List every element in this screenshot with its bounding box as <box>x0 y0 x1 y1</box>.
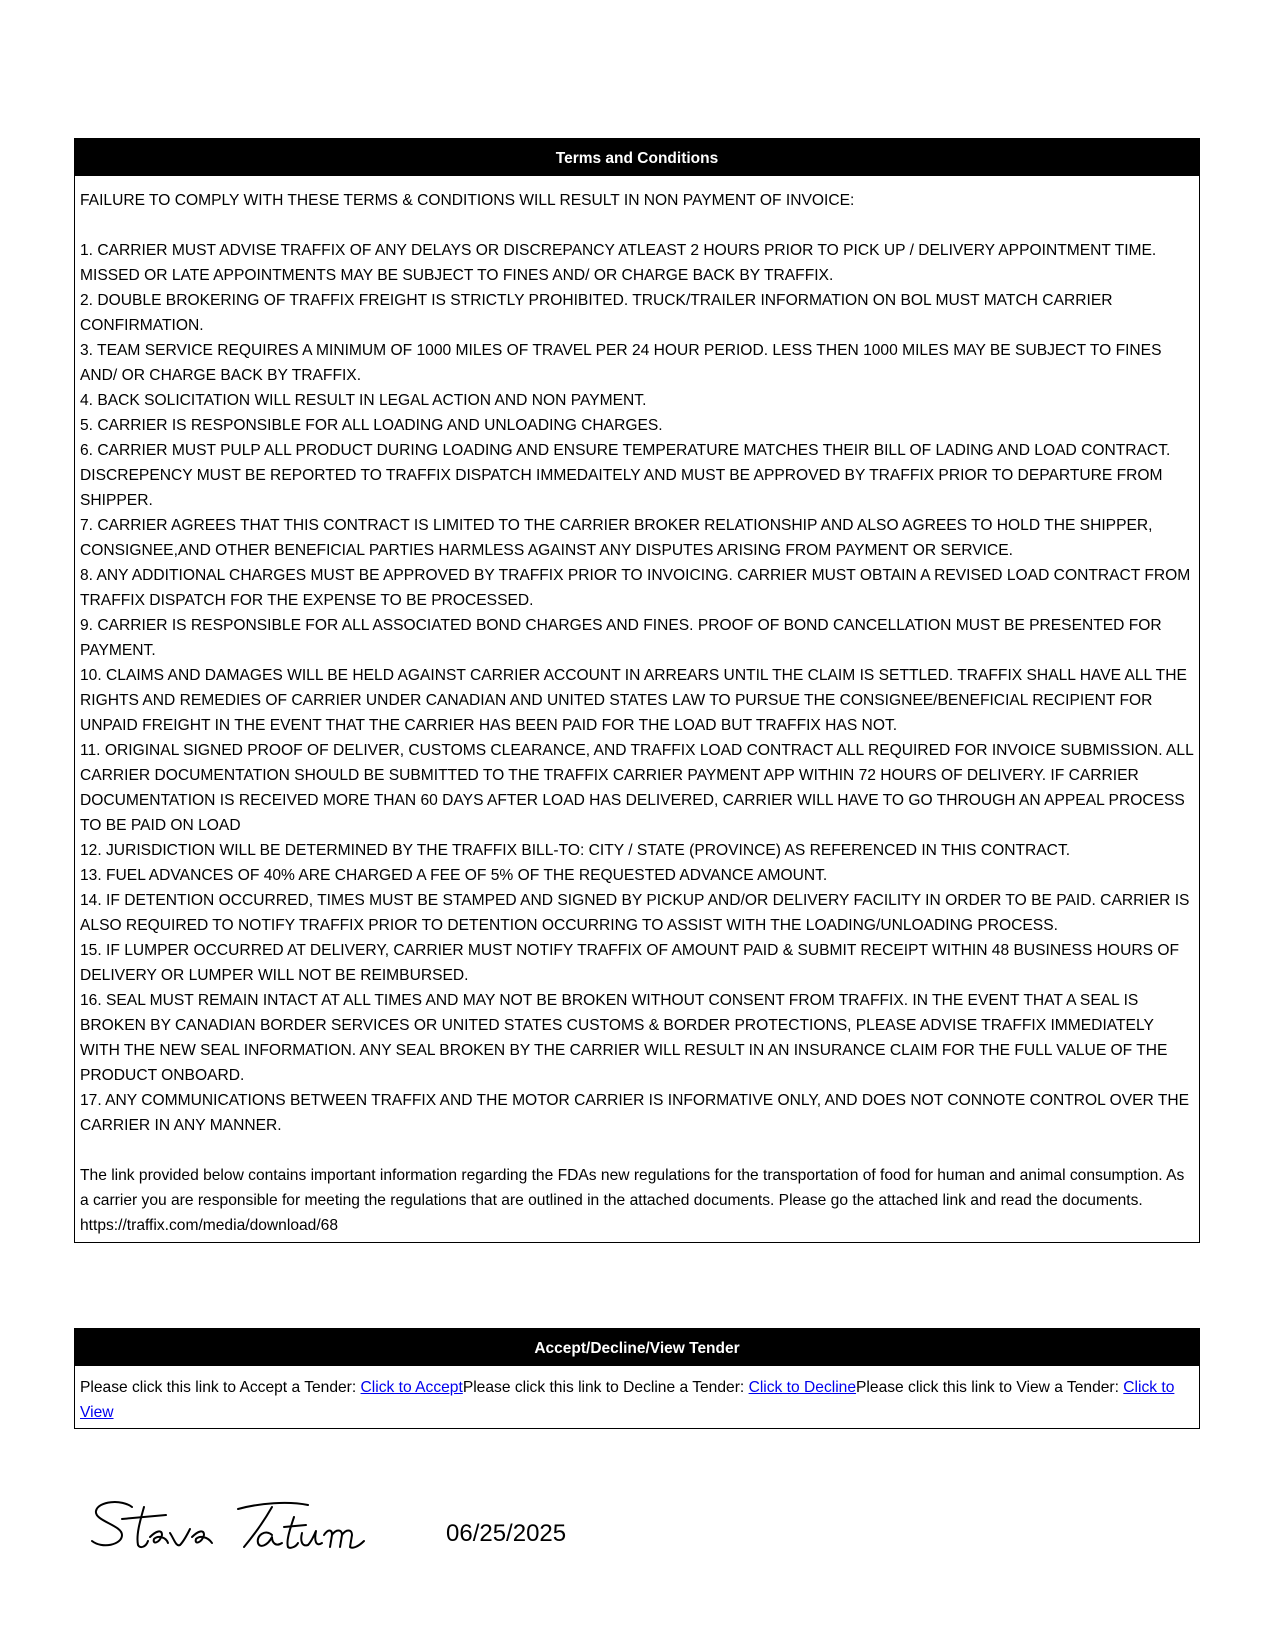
decline-link[interactable]: Click to Decline <box>748 1378 857 1396</box>
signature-date: 06/25/2025 <box>446 1520 567 1547</box>
terms-header: Terms and Conditions <box>75 139 1199 176</box>
tender-box <box>74 1328 1200 1429</box>
terms-item: 13. FUEL ADVANCES OF 40% ARE CHARGED A FEE OF 5% OF THE REQUESTED ADVANCE AMOUNT. <box>80 866 828 884</box>
terms-item: 2. DOUBLE BROKERING OF TRAFFIX FREIGHT IS STRICTLY PROHIBITED. TRUCK/TRAILER INFORMATION ON BOL MUST MATCH CARRIER CONFIRMATION. <box>80 291 1113 334</box>
accept-link[interactable]: Click to Accept <box>360 1378 463 1396</box>
terms-item: 12. JURISDICTION WILL BE DETERMINED BY THE TRAFFIX BILL-TO: CITY / STATE (PROVINCE) AS REFERENCED IN THIS CONTRACT. <box>80 841 1071 859</box>
signature-image <box>88 1495 388 1559</box>
terms-intro: FAILURE TO COMPLY WITH THESE TERMS & CONDITIONS WILL RESULT IN NON PAYMENT OF INVOICE: <box>80 191 855 209</box>
terms-item: 11. ORIGINAL SIGNED PROOF OF DELIVER, CUSTOMS CLEARANCE, AND TRAFFIX LOAD CONTRACT ALL REQUIRED FOR INVOICE SUBMISSION. ALL CARRIER DOCUMENTATION SHOULD BE SUBMITTED TO THE TRAFFIX CARRIER PAYMENT APP WITHIN 72 HOURS OF DELIVERY. IF CARRIER DOCUMENTATION IS RECEIVED MORE THAN 60 DAYS AFTER LOAD HAS DELIVERED, CARRIER WILL HAVE TO GO THROUGH AN APPEAL PROCESS TO BE PAID ON LOAD <box>80 741 1194 834</box>
tender-header: Accept/Decline/View Tender <box>75 1329 1199 1366</box>
tender-body <box>75 1366 1199 1428</box>
terms-item: 15. IF LUMPER OCCURRED AT DELIVERY, CARRIER MUST NOTIFY TRAFFIX OF AMOUNT PAID & SUBMIT RECEIPT WITHIN 48 BUSINESS HOURS OF DELIVERY OR LUMPER WILL NOT BE REIMBURSED. <box>80 941 1179 984</box>
terms-item: 10. CLAIMS AND DAMAGES WILL BE HELD AGAINST CARRIER ACCOUNT IN ARREARS UNTIL THE CLAIM IS SETTLED. TRAFFIX SHALL HAVE ALL THE RIGHTS AND REMEDIES OF CARRIER UNDER CANADIAN AND UNITED STATES LAW TO PURSUE THE CONSIGNEE/BENEFICIAL RECIPIENT FOR UNPAID FREIGHT IN THE EVENT THAT THE CARRIER HAS BEEN PAID FOR THE LOAD BUT TRAFFIX HAS NOT. <box>80 666 1187 734</box>
view-prompt: Please click this link to View a Tender: <box>856 1378 1124 1396</box>
terms-item: 8. ANY ADDITIONAL CHARGES MUST BE APPROVED BY TRAFFIX PRIOR TO INVOICING. CARRIER MUST OBTAIN A REVISED LOAD CONTRACT FROM TRAFFIX DISPATCH FOR THE EXPENSE TO BE PROCESSED. <box>80 566 1191 609</box>
terms-box <box>74 138 1200 1243</box>
terms-item: 4. BACK SOLICITATION WILL RESULT IN LEGAL ACTION AND NON PAYMENT. <box>80 391 647 409</box>
terms-item: 14. IF DETENTION OCCURRED, TIMES MUST BE STAMPED AND SIGNED BY PICKUP AND/OR DELIVERY FACILITY IN ORDER TO BE PAID. CARRIER IS ALSO REQUIRED TO NOTIFY TRAFFIX PRIOR TO DETENTION OCCURRING TO ASSIST WITH THE LOADING/UNLOADING PROCESS. <box>80 891 1190 934</box>
terms-item: 17. ANY COMMUNICATIONS BETWEEN TRAFFIX AND THE MOTOR CARRIER IS INFORMATIVE ONLY, AND DOES NOT CONNOTE CONTROL OVER THE CARRIER IN ANY MANNER. <box>80 1091 1190 1134</box>
fda-note: The link provided below contains important information regarding the FDAs new regulations for the transportation of food for human and animal consumption. As a carrier you are responsible for meeting the regulations that are outlined in the attached documents. Please go the attached link and read the documents. https://traffix.com/media/download/68 <box>80 1166 1185 1234</box>
view-link[interactable]: Click to View <box>80 1378 1175 1421</box>
terms-item: 6. CARRIER MUST PULP ALL PRODUCT DURING LOADING AND ENSURE TEMPERATURE MATCHES THEIR BILL OF LADING AND LOAD CONTRACT. DISCREPENCY MUST BE REPORTED TO TRAFFIX DISPATCH IMMEDAITELY AND MUST BE APPROVED BY TRAFFIX PRIOR TO DEPARTURE FROM SHIPPER. <box>80 441 1171 509</box>
terms-item: 16. SEAL MUST REMAIN INTACT AT ALL TIMES AND MAY NOT BE BROKEN WITHOUT CONSENT FROM TRAFFIX. IN THE EVENT THAT A SEAL IS BROKEN BY CANADIAN BORDER SERVICES OR UNITED STATES CUSTOMS & BORDER PROTECTIONS, PLEASE ADVISE TRAFFIX IMMEDIATELY WITH THE NEW SEAL INFORMATION. ANY SEAL BROKEN BY THE CARRIER WILL RESULT IN AN INSURANCE CLAIM FOR THE FULL VALUE OF THE PRODUCT ONBOARD. <box>80 991 1168 1084</box>
decline-prompt: Please click this link to Decline a Tender: <box>462 1378 749 1396</box>
terms-item: 3. TEAM SERVICE REQUIRES A MINIMUM OF 1000 MILES OF TRAVEL PER 24 HOUR PERIOD. LESS THEN 1000 MILES MAY BE SUBJECT TO FINES AND/ OR CHARGE BACK BY TRAFFIX. <box>80 341 1162 384</box>
terms-item: 1. CARRIER MUST ADVISE TRAFFIX OF ANY DELAYS OR DISCREPANCY ATLEAST 2 HOURS PRIOR TO PICK UP / DELIVERY APPOINTMENT TIME. MISSED OR LATE APPOINTMENTS MAY BE SUBJECT TO FINES AND/ OR CHARGE BACK BY TRAFFIX. <box>80 241 1157 284</box>
terms-body <box>75 176 1199 1242</box>
terms-item: 9. CARRIER IS RESPONSIBLE FOR ALL ASSOCIATED BOND CHARGES AND FINES. PROOF OF BOND CANCELLATION MUST BE PRESENTED FOR PAYMENT. <box>80 616 1162 659</box>
terms-item: 7. CARRIER AGREES THAT THIS CONTRACT IS LIMITED TO THE CARRIER BROKER RELATIONSHIP AND ALSO AGREES TO HOLD THE SHIPPER, CONSIGNEE,AND OTHER BENEFICIAL PARTIES HARMLESS AGAINST ANY DISPUTES ARISING FROM PAYMENT OR SERVICE. <box>80 516 1153 559</box>
accept-prompt: Please click this link to Accept a Tender: <box>80 1378 361 1396</box>
terms-item: 5. CARRIER IS RESPONSIBLE FOR ALL LOADING AND UNLOADING CHARGES. <box>80 416 663 434</box>
